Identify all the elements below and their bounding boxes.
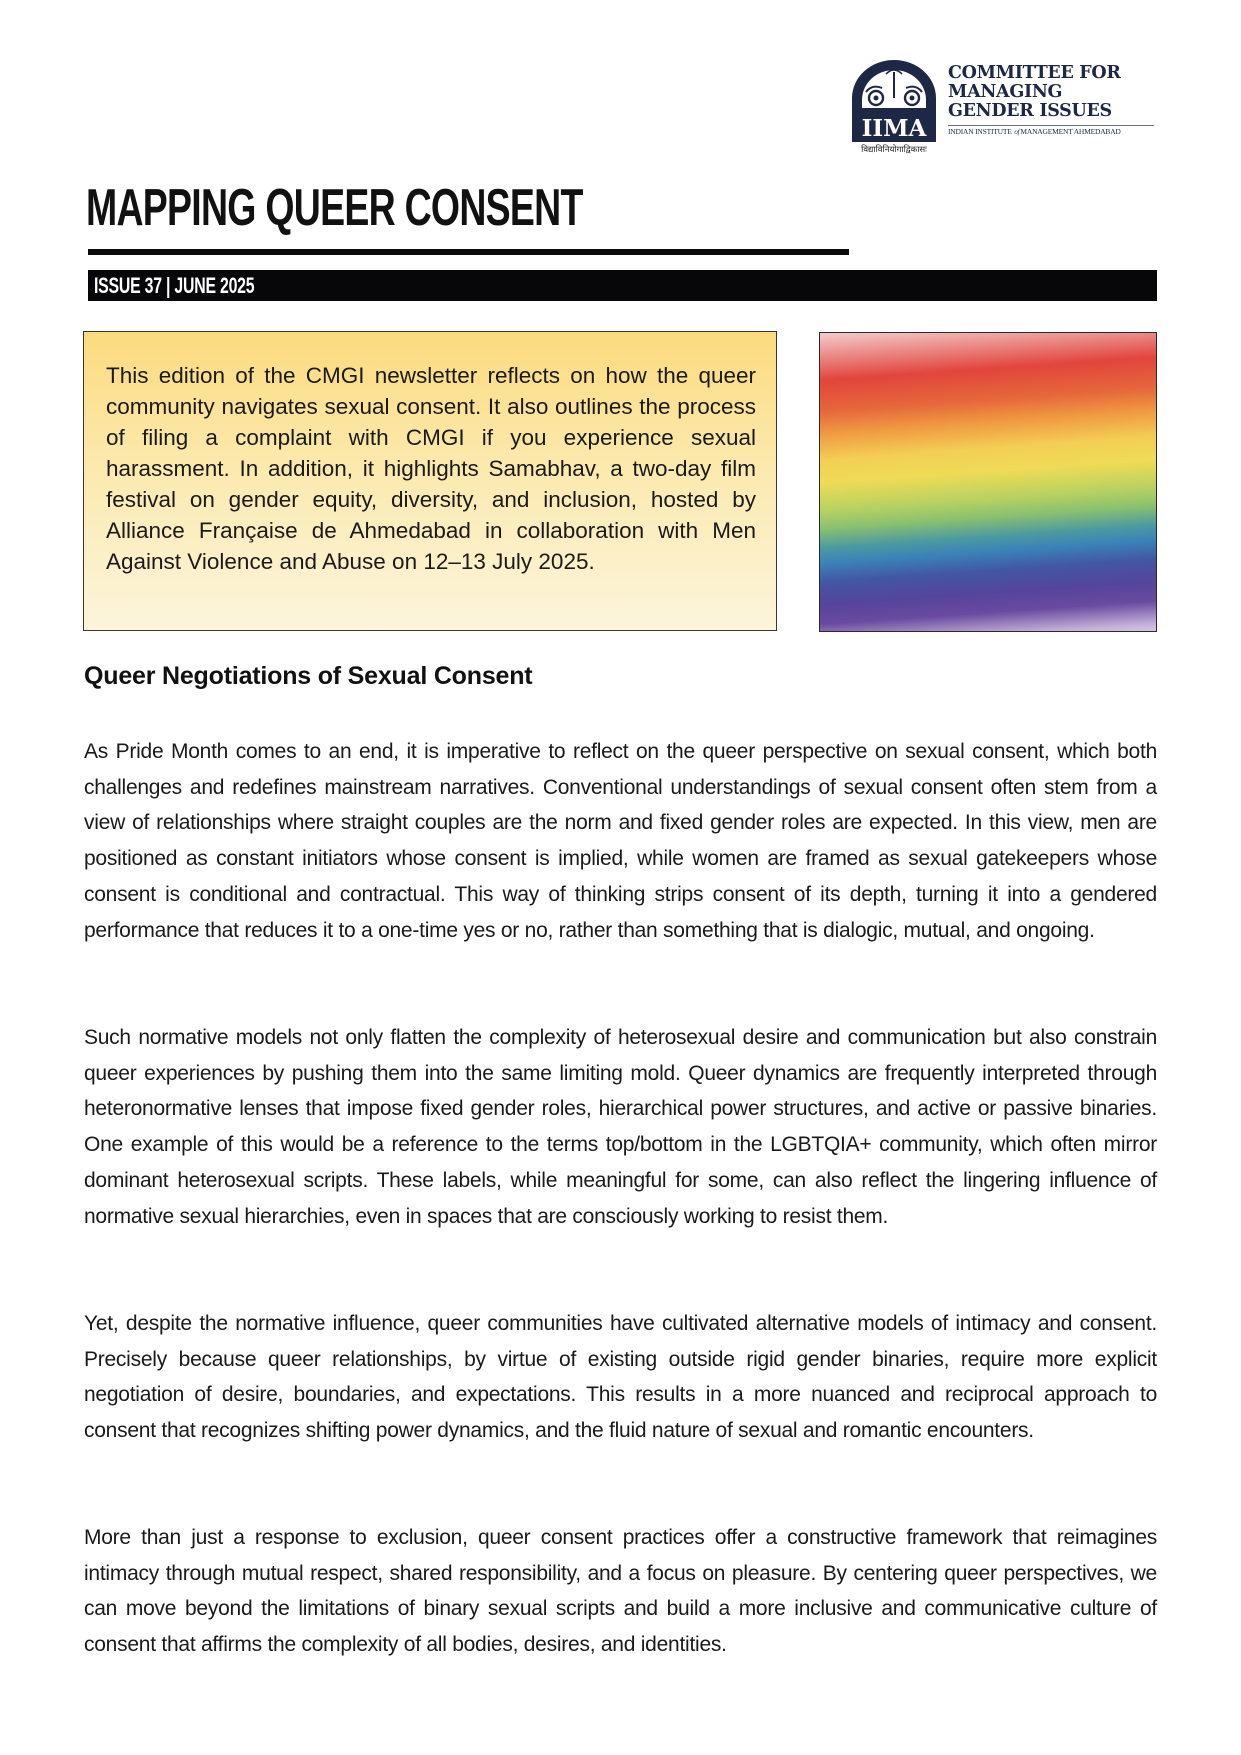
organization-name	[948, 64, 1158, 136]
newsletter-title: MAPPING QUEER CONSENT	[86, 179, 583, 237]
iima-logo	[846, 58, 942, 158]
rainbow-gradient-image	[819, 332, 1157, 632]
institute-name-part2: MANAGEMENT AHMEDABAD	[1020, 127, 1121, 136]
svg-text:IIMA: IIMA	[861, 115, 927, 142]
institute-name	[948, 125, 1154, 136]
iima-emblem-icon	[846, 58, 942, 142]
issue-banner	[88, 270, 1157, 301]
logo-motto: विद्याविनियोगाद्विकासः	[861, 145, 927, 155]
article-heading: Queer Negotiations of Sexual Consent	[84, 662, 533, 690]
intro-text: This edition of the CMGI newsletter reflects on how the queer community navigates sexual consent. It also outlines the process of filing a complaint with CMGI if you experience sexual harassment. In addition, it highlights Samabhav, a two-day film festival on gender equity, diversity, and inclusion, hosted by Alliance Française de Ahmedabad in collaboration with Men Against Violence and Abuse on 12–13 July 2025.	[106, 363, 756, 574]
article-paragraph: Such normative models not only flatten the complexity of heterosexual desire and communication but also constrain queer experiences by pushing them into the same limiting mold. Queer dynamics are frequently interpreted through heteronormative lenses that impose fixed gender roles, hierarchical power structures, and active or passive binaries. One example of this would be a reference to the terms top/bottom in the LGBTQIA+ community, which often mirror dominant heterosexual scripts. These labels, while meaningful for some, can also reflect the lingering influence of normative sexual hierarchies, even in spaces that are consciously working to resist them.	[84, 1026, 1157, 1228]
org-name-line-3: GENDER ISSUES	[948, 101, 1112, 121]
institute-name-part1: INDIAN INSTITUTE	[948, 127, 1012, 136]
article-paragraph: As Pride Month comes to an end, it is imperative to reflect on the queer perspective on sexual consent, which both challenges and redefines mainstream narratives. Conventional understandings of sexual consent often stem from a view of relationships where straight couples are the norm and fixed gender roles are expected. In this view, men are positioned as constant initiators whose consent is implied, while women are framed as sexual gatekeepers whose consent is conditional and contractual. This way of thinking strips consent of its depth, turning it into a gendered performance that reduces it to a one-time yes or no, rather than something that is dialogic, mutual, and ongoing.	[84, 740, 1157, 942]
issue-label: ISSUE 37 | JUNE 2025	[94, 273, 255, 298]
institute-name-of: of	[1014, 128, 1020, 136]
org-name-line-1: COMMITTEE FOR	[948, 63, 1121, 83]
org-name-line-2: MANAGING	[948, 82, 1063, 102]
rainbow-gradient-fill	[819, 332, 1157, 632]
article-paragraph: More than just a response to exclusion, queer consent practices offer a constructive framework that reimagines intimacy through mutual respect, shared responsibility, and a focus on pleasure. By centering queer perspectives, we can move beyond the limitations of binary sexual scripts and build a more inclusive and communicative culture of consent that affirms the complexity of all bodies, desires, and identities.	[84, 1526, 1157, 1657]
intro-callout-box	[83, 331, 777, 631]
title-underline-divider	[88, 249, 849, 255]
article-paragraph: Yet, despite the normative influence, queer communities have cultivated alternative models of intimacy and consent. Precisely because queer relationships, by virtue of existing outside rigid gender binaries, require more explicit negotiation of desire, boundaries, and expectations. This results in a more nuanced and reciprocal approach to consent that recognizes shifting power dynamics, and the fluid nature of sexual and romantic encounters.	[84, 1312, 1157, 1443]
